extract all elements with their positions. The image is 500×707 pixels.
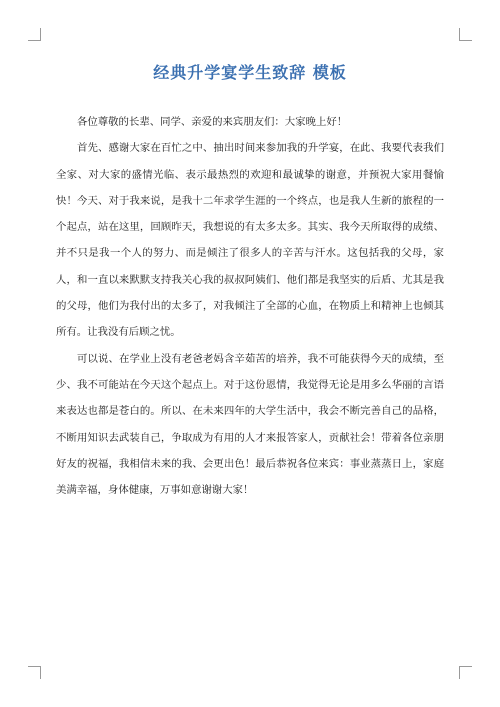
greeting-paragraph: 各位尊敬的长辈、同学、亲爱的来宾朋友们：大家晚上好！ [77,116,348,128]
body-paragraph: 首先、感谢大家在百忙之中、抽出时间来参加我的升学宴，在此、我要代表我们全家、对大家的盛情光临、表示最热烈的欢迎和最诚挚的谢意，并预祝大家用餐愉快！今天、对于我来说，是我十二年求学生涯的一个终点，也是我人生新的旅程的一个起点，站在这里，回顾昨天，我想说的有太多太多。其实、我今天所取得的成绩、并不只是我一个人的努力、而是倾注了很多人的辛苦与汗水。这包括我的父母，家人，和一直以来默默支持我关心我的叔叔阿姨们、他们都是我坚实的后盾、尤其是我的父母，他们为我付出的太多了，对我倾注了全部的心血，在物质上和精神上也倾其所有。让我没有后顾之忧。 [56,142,444,339]
crop-mark-bottom-left [28,666,41,679]
crop-mark-top-right [459,28,472,41]
body-paragraph: 可以说、在学业上没有老爸老妈含辛茹苦的培养，我不可能获得今天的成绩，至少、我不可能站在今天这个起点上。对于这份恩情，我觉得无论是用多么华丽的言语来表达也都是苍白的。所以、在未来四年的大学生活中，我会不断完善自己的品格，不断用知识去武装自己，争取成为有用的人才来报答家人，贡献社会！带着各位亲朋好友的祝福，我相信未来的我、会更出色！最后恭祝各位来宾：事业蒸蒸日上，家庭美满幸福，身体健康，万事如意谢谢大家！ [56,352,444,497]
document-body [56,109,444,503]
crop-mark-bottom-right [459,666,472,679]
document-title: 经典升学宴学生致辞 模板 [153,63,347,82]
crop-mark-top-left [28,28,41,41]
